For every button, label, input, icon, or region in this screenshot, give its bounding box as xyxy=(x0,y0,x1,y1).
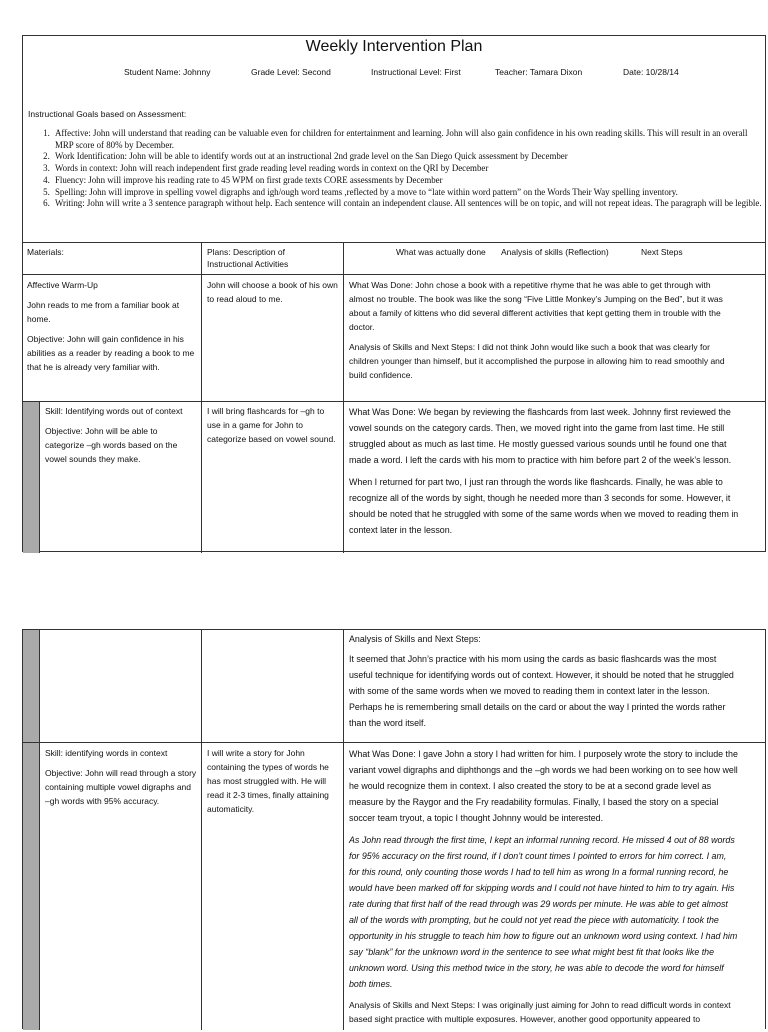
running-record: As John read through the first time, I kept an informal running record. He missed 4 out of 88 words for 95% accuracy on the first round, if I don’t count times I pointed to errors for him correct. I am, for this round, only counting those words I had to tell him as wrong In a formal running record, he would have been marked off for skipping words and I could not have hinted to him to try again. His rate during that first half of the read through was 29 words per minute. He was able to get almost all of the words with prompting, but he could not yet read the piece with automaticity. I took the opportunity in his struggle to teach him how to figure out an unknown word using context. I had him say “blank” for the unknown word in the sentence to see what might best fit that looks like the unknown word. Using this method twice in the story, he was able to decode the word for himself both times. xyxy=(349,835,738,989)
skill-title: Skill: identifying words in context xyxy=(45,748,168,758)
plan-cell: I will bring flashcards for –gh to use in a game for John to categorize based on vowel sound. xyxy=(207,406,336,444)
teacher-name: Teacher: Tamara Dixon xyxy=(495,67,583,77)
col-divider xyxy=(343,630,344,1030)
analysis-text: It seemed that John’s practice with his mom using the cards as basic flashcards was the most useful technique for identifying words out of context. However, it should be noted that he struggled with some of the same words when we moved to reading them in context later in the lesson. Perhaps he is remembering small details on the card or about the way I printed the words rather than the word itself. xyxy=(349,654,734,728)
goal-item: 3. Words in context: John will reach independent first grade reading level reading words in context on the QRI by December xyxy=(52,163,764,175)
skill-objective: Objective: John will be able to categorize –gh words based on the vowel sounds they make. xyxy=(45,426,178,464)
skill-cell xyxy=(27,278,197,380)
analysis-cell xyxy=(349,631,739,737)
page-1 xyxy=(22,35,766,552)
goal-item: 5. Spelling: John will improve in spelling vowel digraphs and igh/ough word teams ,reflected by a move to “late within word pattern” on the Words Their Way spelling inventory. xyxy=(52,187,764,199)
analysis-next-steps: Analysis of Skills and Next Steps: I was originally just aiming for John to read difficult words in context based sight practice with multiple exposures. However, another good opportunity appeared to xyxy=(349,1000,731,1024)
reflection-cell xyxy=(349,278,727,388)
col-header-plans: Plans: Description of Instructional Activities xyxy=(207,247,289,269)
row-rule xyxy=(23,401,765,402)
page-title: Weekly Intervention Plan xyxy=(305,38,483,55)
skill-cell xyxy=(45,746,197,814)
col-divider xyxy=(39,402,40,553)
what-was-done: What Was Done: John chose a book with a repetitive rhyme that he was able to get through with almost no trouble. The book was like the song “Five Little Monkey’s Jumping on the Bed”, but it was about a family of kittens who did several different activities that kept getting them in trouble with the doctor. xyxy=(349,280,723,332)
col-header-materials: Materials: xyxy=(27,247,64,257)
goal-item: 1. Affective: John will understand that reading can be valuable even for children for entertainment and learning. John will also gain confidence in his own reading skills. This will result in an overall MRP score of 80% by December. xyxy=(52,128,764,151)
skill-cell xyxy=(45,404,197,472)
goal-item: 2. Work Identification: John will be able to identify words out at an instructional 2nd grade level on the San Diego Quick assessment by December xyxy=(52,151,764,163)
plan-cell: John will choose a book of his own to read aloud to me. xyxy=(207,280,338,304)
col-header-next: Next Steps xyxy=(641,247,683,257)
goals-heading: Instructional Goals based on Assessment: xyxy=(28,109,187,119)
col-divider xyxy=(201,242,202,553)
reflection-cell xyxy=(349,746,739,1032)
what-was-done: What Was Done: We began by reviewing the flashcards from last week. Johnny first reviewed the vowel sounds on the category cards. Then, we moved right into the game from last time. He still struggled about as much as last time. He mostly guessed various sounds until he found one that made a word. I left the cards with his mom to practice with him before part 2 of the week’s lesson. xyxy=(349,407,732,465)
grade-level: Grade Level: Second xyxy=(251,67,331,77)
col-divider xyxy=(39,630,40,1030)
col-divider xyxy=(201,630,202,1030)
skill-description: John reads to me from a familiar book at home. xyxy=(27,300,180,324)
page-2 xyxy=(22,629,766,1029)
skill-title: Affective Warm-Up xyxy=(27,280,98,290)
student-name: Student Name: Johnny xyxy=(124,67,211,77)
goals-list xyxy=(28,128,764,210)
table-top-rule xyxy=(23,242,765,243)
date: Date: 10/28/14 xyxy=(623,67,679,77)
row-rule xyxy=(23,742,765,743)
instructional-level: Instructional Level: First xyxy=(371,67,461,77)
row-shade xyxy=(23,402,39,553)
col-header-done: What was actually done xyxy=(396,247,486,257)
skill-title: Skill: Identifying words out of context xyxy=(45,406,183,416)
goal-item: 6. Writing: John will write a 3 sentence paragraph without help. Each sentence will contain an independent clause. All sentences will be on topic, and will not repeat ideas. The paragraph will be legible. xyxy=(52,198,764,210)
skill-objective: Objective: John will gain confidence in his abilities as a reader by reading a book to me that he is already very familiar with. xyxy=(27,334,195,372)
what-was-done-part-two: When I returned for part two, I just ran through the words like flashcards. Finally, he was able to recognize all of the words by sight, though he needed more than 3 seconds for some. However, it should be noted that he struggled with some of the same words when we moved to reading them in context later in the lesson. xyxy=(349,477,739,535)
col-divider xyxy=(343,242,344,553)
what-was-done: What Was Done: I gave John a story I had written for him. I purposely wrote the story to include the variant vowel digraphs and diphthongs and the –gh words we had been working on to see how well he would recognize them in context. I also created the story to be at a second grade level as measure by the Raygor and the Fry readability formulas. Finally, I based the story on a special soccer team tryout, a topic I thought Johnny would be interested. xyxy=(349,749,738,823)
row-shade xyxy=(23,630,39,1030)
analysis-heading: Analysis of Skills and Next Steps: xyxy=(349,634,481,644)
skill-objective: Objective: John will read through a story containing multiple vowel digraphs and –gh words with 95% accuracy. xyxy=(45,768,197,806)
analysis-next-steps: Analysis of Skills and Next Steps: I did not think John would like such a book that was clearly for children younger than himself, but it accomplished the purpose in allowing him to read smoothly and build confidence. xyxy=(349,342,725,380)
plan-cell: I will write a story for John containing the types of words he has most struggled with. He will read it 2-3 times, finally attaining automaticity. xyxy=(207,748,329,814)
reflection-cell xyxy=(349,404,739,544)
col-header-analysis: Analysis of skills (Reflection) xyxy=(501,247,609,257)
goal-item: 4. Fluency: John will improve his reading rate to 45 WPM on first grade texts CORE assessments by December xyxy=(52,175,764,187)
header-rule xyxy=(23,274,765,275)
